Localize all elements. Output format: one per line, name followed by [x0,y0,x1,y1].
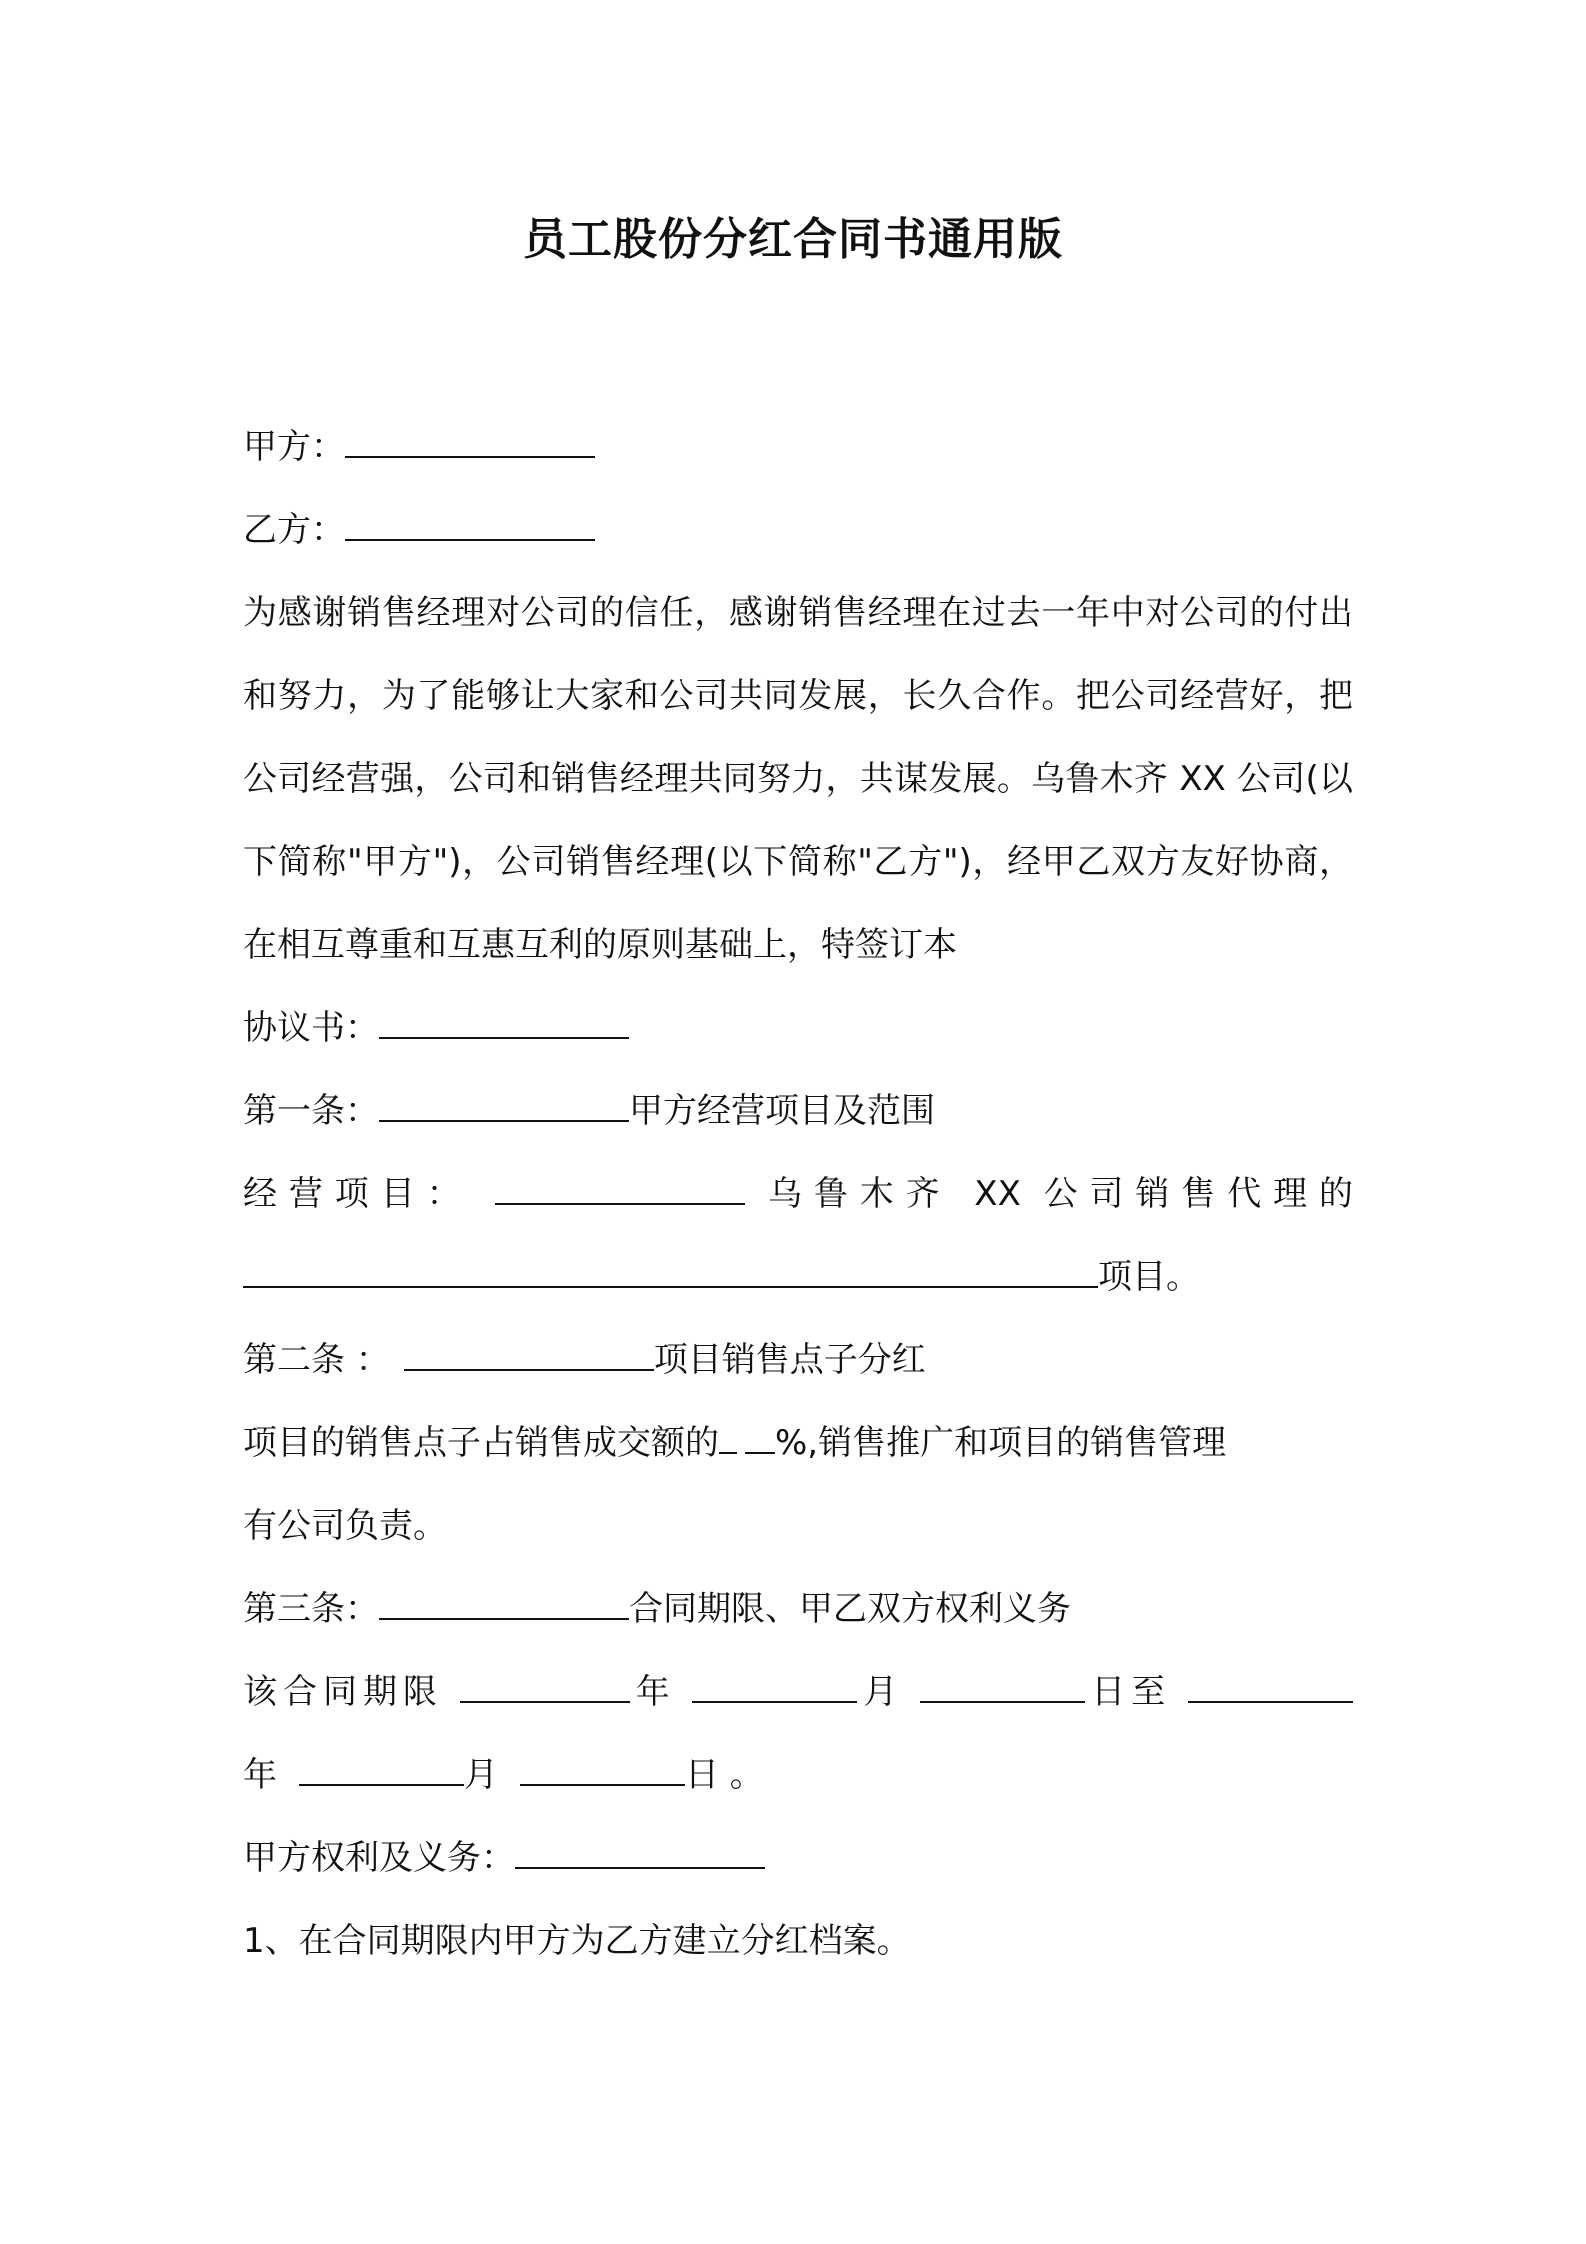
article-1-blank [379,1090,629,1122]
term-end-day-blank [520,1754,685,1786]
party-b-line [243,489,1353,572]
article-1-line [243,1070,1353,1153]
term-end-year-blank [1188,1671,1353,1703]
scope-blank [495,1173,745,1205]
term-end-month-blank [299,1754,464,1786]
a-rights-label: 甲方权利及义务： [243,1838,515,1878]
article-3-line [243,1568,1353,1651]
article-2-heading: 项目销售点子分红 [653,1340,926,1380]
article-3-blank [379,1588,629,1620]
commission-suffix: %,销售推广和项目的销售管理 [775,1423,1227,1463]
party-a-blank [345,426,595,458]
term-start-year-blank [460,1671,630,1703]
article-3-label: 第三条： [243,1589,379,1629]
term-year-label: 年 [629,1672,676,1712]
article-3-heading: 合同期限、甲乙双方权利义务 [629,1589,1071,1629]
agreement-line [243,987,1353,1070]
agreement-blank [379,1007,629,1039]
term-day-to-label: 日至 [1085,1672,1172,1712]
article-2-blank [404,1339,654,1371]
agreement-label: 协议书： [243,1008,379,1048]
term-start-day-blank [920,1671,1085,1703]
party-a-line [243,406,1353,489]
commission-prefix: 项目的销售点子占销售成交额的 [243,1423,719,1463]
scope-label: 经营项目： [243,1174,473,1214]
article-1-label: 第一条： [243,1091,379,1131]
term-month-label-2: 月 [464,1755,498,1795]
party-a-label: 甲方： [243,427,345,467]
intro-paragraph: 为感谢销售经理对公司的信任，感谢销售经理在过去一年中对公司的付出和努力，为了能够让大家和公司共同发展，长久合作。把公司经营好，把公司经营强，公司和销售经理共同努力，共谋发展。乌鲁木齐 XX 公司(以下简称"甲方")，公司销售经理(以下简称"乙方")，经甲乙双方友好协商，在相互尊重和互惠互利的原则基础上，特签订本 [243,593,1353,965]
term-start-month-blank [692,1671,857,1703]
item-1-text: 1、在合同期限内甲方为乙方建立分红档案。 [243,1921,911,1961]
a-rights-line [243,1817,1353,1900]
term-line-2 [243,1734,1353,1817]
commission-line [243,1402,1353,1485]
item-1-line [243,1900,1353,1983]
party-b-blank [345,509,595,541]
scope-line-2 [243,1236,1353,1319]
article-1-heading: 甲方经营项目及范围 [629,1091,935,1131]
term-prefix: 该合同期限 [243,1672,443,1712]
article-2-line [243,1319,1353,1402]
commission-blank-a [719,1422,737,1454]
term-day-end-label: 日 。 [685,1755,764,1795]
article-2-label: 第二条 ： [243,1340,390,1380]
a-rights-blank [515,1837,765,1869]
scope-end: 项目。 [1098,1257,1200,1297]
commission-line2: 有公司负责。 [243,1506,447,1546]
party-b-label: 乙方： [243,510,345,550]
commission-blank-b [745,1422,775,1454]
term-year-label-2: 年 [243,1755,277,1795]
commission-line-2 [243,1485,1353,1568]
document-title: 员工股份分红合同书通用版 [523,214,1063,265]
document-body [243,406,1353,1983]
term-month-label: 月 [857,1672,904,1712]
scope-text: 乌鲁木齐 XX 公司销售代理的 [767,1174,1354,1214]
scope-line [243,1153,1353,1236]
scope-project-blank [243,1256,1098,1288]
term-line [243,1651,1353,1734]
